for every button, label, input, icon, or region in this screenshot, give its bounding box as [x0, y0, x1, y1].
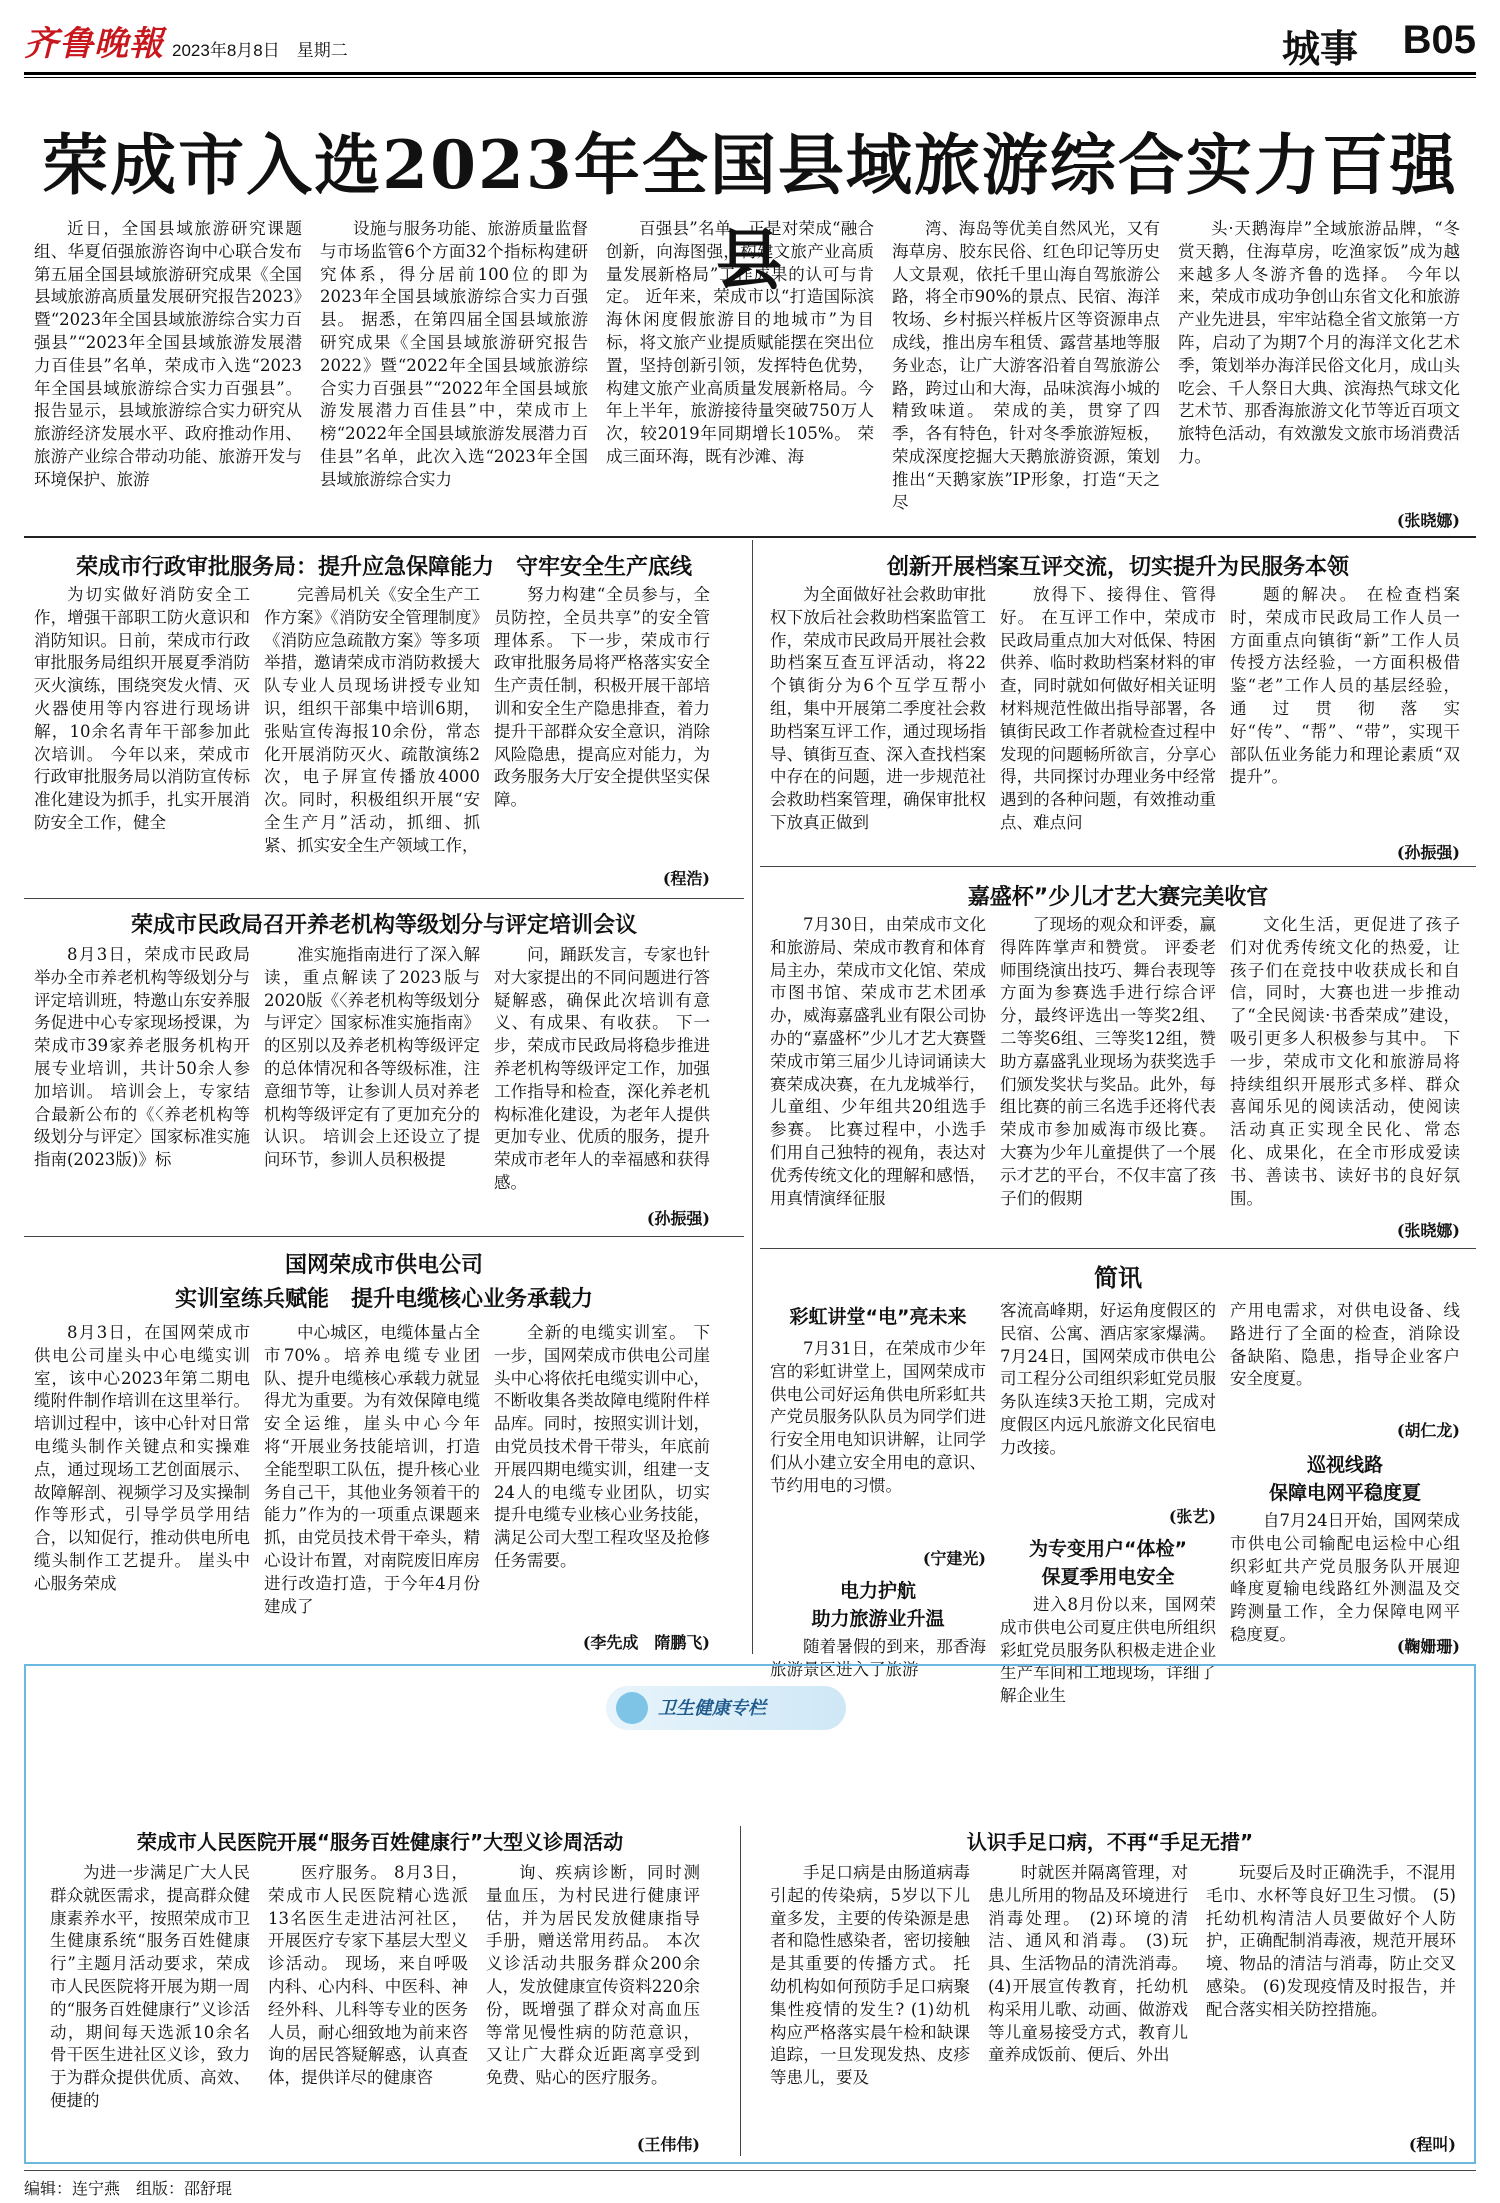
brief-2-byline: (张艺) — [1168, 1507, 1216, 1526]
article-2-column-2: 放得下、接得住、管得好。 在互评工作中，荣成市民政局重点加大对低保、特困供养、临时救助档案材料的审查，同时就如何做好相关证明材料规范性做出指导部署，各镇街民政工作者就检查过程中发现的问题畅所欲言，分享心得，共同探讨办理业务中经常遇到的各种问题，有效推动重点、难点问 — [1000, 585, 1216, 832]
article-1-column-1: 为切实做好消防安全工作，增强干部职工防火意识和消防知识。日前，荣成市行政审批服务局组织开展夏季消防灭火演练，围绕突发火情、灭火器使用等内容进行现场讲解，10余名青年干部参加此次培训。 今年以来，荣成市行政审批服务局以消防宣传标准化建设为抓手，扎实开展消防安全工作，健全 — [34, 585, 250, 832]
health-badge-icon — [616, 1692, 648, 1724]
health-article-1-column-3: 询、疾病诊断，同时测量血压，为村民进行健康评估，并为居民发放健康指导手册，赠送常用药品。 本次义诊活动共服务群众200余人，发放健康宣传资料220余份，既增强了群众对高血压等常见慢性病的防范意识，又让广大群众近距离享受到免费、贴心的医疗服务。 — [486, 1863, 700, 2088]
header-rule-thin — [24, 77, 1476, 78]
lead-column-5: 头·天鹅海岸”全域旅游品牌，“冬赏天鹅，住海草房，吃渔家饭”成为越来越多人冬游齐鲁的选择。 今年以来，荣成市成功争创山东省文化和旅游产业先进县，牢牢站稳全省文旅第一方阵，启动了为期7个月的海洋文化艺术季，策划举办海洋民俗文化月，成山头吃会、千人祭日大典、滨海热气球文化艺术节、那香海旅游文化节等近百项文旅特色活动，有效激发文旅市场消费活力。 — [1178, 219, 1460, 466]
article-5-title-2: 实训室练兵赋能 提升电缆核心业务承载力 — [174, 1287, 593, 1312]
section-name: 城事 — [1281, 26, 1358, 71]
brief-1-byline: (宁建光) — [922, 1549, 986, 1568]
health-article-2-column-1: 手足口病是由肠道病毒引起的传染病，5岁以下儿童多发，主要的传染源是患者和隐性感染者，密切接触是其重要的传播方式。 托幼机构如何预防手足口病聚集性疫情的发生? (1)幼机构应严格落实晨午检和缺课追踪，一旦发现发热、皮疹等患儿，要及 — [770, 1863, 970, 2088]
health-article-1-column-1: 为进一步满足广大人民群众就医需求，提高群众健康素养水平，按照荣成市卫生健康系统“服务百姓健康行”主题月活动要求，荣成市人民医院将开展为期一周的“服务百姓健康行”义诊活动，期间每天选派10余名骨干医生进社区义诊，致力于为群众提供优质、高效、便捷的 — [50, 1863, 250, 2110]
article-1-byline: (程浩) — [662, 869, 710, 888]
article-2-column-1: 为全面做好社会救助审批权下放后社会救助档案监管工作，荣成市民政局开展社会救助档案互查互评活动，将22个镇街分为6个互学互帮小组，集中开展第二季度社会救助档案互评工作，通过现场指导、镇街互查、深入查找档案中存在的问题，进一步规范社会救助档案管理，确保审批权下放真正做到 — [770, 585, 986, 832]
issue-date: 2023年8月8日 星期二 — [172, 41, 348, 60]
article-5-column-3: 全新的电缆实训室。 下一步，国网荣成市供电公司崖头中心将依托电缆实训中心，不断收集各类故障电缆附件样品库。同时，按照实训计划，由党员技术骨干带头，年底前开展四期电缆实训，组建一支24人的电缆专业团队，切实提升电缆专业核心业务技能，满足公司大型工程攻坚及抢修任务需要。 — [494, 1323, 710, 1570]
health-article-1-title: 荣成市人民医院开展“服务百姓健康行”大型义诊周活动 — [136, 1830, 624, 1854]
health-article-2-column-3: 玩耍后及时正确洗手，不混用毛巾、水杯等良好卫生习惯。 (5)托幼机构清洁人员要做好个人防护，正确配制消毒液，规范开展环境、物品的清洁与消毒，防止交叉感染。 (6)发现疫情及时报告，并配合落实相关防控措施。 — [1206, 1863, 1456, 2019]
article-2-byline: (孙振强) — [1396, 843, 1460, 862]
section-divider — [24, 536, 1476, 538]
brief-2-title-2: 助力旅游业升温 — [811, 1608, 945, 1630]
header-rule — [24, 72, 1476, 75]
lead-column-3: 百强县”名单，正是对荣成“融合创新，向海图强，构建文旅产业高质量发展新格局”工作成果的认可与肯定。 近年来，荣成市以“打造国际滨海休闲度假旅游目的地城市”为目标，将文旅产业提质赋能摆在突出位置，坚持创新引领，发挥特色优势，构建文旅产业高质量发展新格局。今年上半年，旅游接待量突破750万人次，较2019年同期增长105%。 荣成三面环海，既有沙滩、海 — [606, 219, 874, 466]
newspaper-logo: 齐鲁晚報 — [24, 24, 164, 64]
brief-2-body-continued: 客流高峰期，好运角度假区的民宿、公寓、酒店家家爆满。7月24日，国网荣成市供电公司工程分公司组织彩虹党员服务队连续3天抢工期，完成对度假区内远凡旅游文化民宿电力改接。 — [1000, 1301, 1216, 1457]
article-1-column-2: 完善局机关《安全生产工作方案》《消防安全管理制度》《消防应急疏散方案》等多项举措，邀请荣成市消防救援大队专业人员现场讲授专业知识，组织干部集中培训6期，张贴宣传海报10余份，常态化开展消防灭火、疏散演练2次，电子屏宣传播放4000次。同时，积极组织开展“安全生产月”活动，抓细、抓紧、抓实安全生产领域工作， — [264, 585, 480, 855]
brief-2-body: 随着暑假的到来，那香海旅游景区进入了旅游 — [770, 1637, 986, 1679]
lead-byline: (张晓娜) — [1396, 511, 1460, 530]
article-4-column-1: 7月30日，由荣成市文化和旅游局、荣成市教育和体育局主办，荣成市文化馆、荣成市图书馆、荣成市艺术团承办，威海嘉盛乳业有限公司协办的“嘉盛杯”少儿才艺大赛暨荣成市第三届少儿诗词诵读大赛荣成决赛，在九龙城举行，儿童组、少年组共20组选手参赛。 比赛过程中，小选手们用自己独特的视角，表达对优秀传统文化的理解和感悟，用真情演绎征服 — [770, 915, 986, 1208]
page-number: B05 — [1402, 18, 1476, 62]
article-3-column-3: 问，踊跃发言，专家也针对大家提出的不同问题进行答疑解惑，确保此次培训有意义、有成果、有收获。 下一步，荣成市民政局将稳步推进养老机构等级评定工作，加强工作指导和检查，深化养老机构标准化建设，为老年人提供更加专业、优质的服务，提升荣成市老年人的幸福感和获得感。 — [494, 945, 710, 1192]
brief-3-body-continued: 产用电需求，对供电设备、线路进行了全面的检查，消除设备缺陷、隐患，指导企业客户安全度夏。 — [1230, 1301, 1460, 1389]
article-5-column-1: 8月3日，在国网荣成市供电公司崖头中心电缆实训室，该中心2023年第二期电缆附件制作培训在这里举行。 培训过程中，该中心针对日常电缆头制作关键点和实操难点，通过现场工艺创面展示、故障解剖、视频学习及实操制作等形式，引导学员学用结合，以知促行，推动供电所电缆头制作工艺提升。 崖头中心服务荣成 — [34, 1323, 250, 1593]
article-4-byline: (张晓娜) — [1396, 1221, 1460, 1240]
health-article-1-byline: (王伟伟) — [636, 2135, 700, 2154]
masthead — [24, 14, 1476, 71]
article-1-column-3: 努力构建“全员参与，全员防控，全员共享”的安全管理体系。 下一步，荣成市行政审批服务局将严格落实安全生产责任制，积极开展干部培训和安全生产隐患排查，着力提升干部群众安全意识，消除风险隐患，提高应对能力，为政务服务大厅安全提供坚实保障。 — [494, 585, 710, 810]
briefs-heading: 简讯 — [1094, 1264, 1142, 1292]
brief-1-title: 彩虹讲堂“电”亮未来 — [789, 1306, 967, 1328]
lead-column-1: 近日，全国县域旅游研究课题组、华夏佰强旅游咨询中心联合发布第五届全国县域旅游研究成果《全国县域旅游高质量发展研究报告2023》暨“2023年全国县域旅游综合实力百强县”“2023年全国县域旅游发展潜力百佳县”名单，荣成市入选“2023年全国县域旅游综合实力百强县”。 报告显示，县域旅游综合实力研究从旅游经济发展水平、政府推动作用、旅游产业综合带动功能、旅游开发与环境保护、旅游 — [34, 219, 302, 489]
health-column-badge: 卫生健康专栏 — [606, 1686, 846, 1730]
brief-3-body: 进入8月份以来，国网荣成市供电公司夏庄供电所组织彩虹党员服务队积极走进企业生产车间和工地现场，详细了解企业生 — [1000, 1595, 1216, 1706]
divider — [760, 866, 1476, 867]
divider — [24, 1236, 744, 1237]
article-5-column-2: 中心城区，电缆体量占全市70%。培养电缆专业团队、提升电缆核心承载力就显得尤为重要。为有效保障电缆安全运维，崖头中心今年将“开展业务技能培训，打造全能型职工队伍，提升核心业务自己干，其他业务领着干的能力”作为的一项重点课题来抓，由党员技术骨干牵头，精心设计布置，对南院废旧库房进行改造打造，于今年4月份建成了 — [264, 1323, 480, 1616]
article-2-title: 创新开展档案互评交流，切实提升为民服务本领 — [886, 555, 1349, 580]
column-divider — [752, 540, 753, 1654]
brief-4-title-1: 巡视线路 — [1306, 1454, 1383, 1476]
article-3-column-2: 准实施指南进行了深入解读，重点解读了2023版与2020版《〈养老机构等级划分与评定〉国家标准实施指南》的区别以及养老机构等级评定的总体情况和各等级标准，注意细节等，让参训人员对养老机构等级评定有了更加充分的认识。 培训会上还设立了提问环节，参训人员积极提 — [264, 945, 480, 1170]
health-article-2-byline: (程叫) — [1408, 2135, 1456, 2154]
editor-credit: 编辑：连宁燕 组版：邵舒琨 — [24, 2181, 233, 2198]
article-5-byline: (李先成 隋鹏飞) — [582, 1633, 710, 1652]
article-5-title-1: 国网荣成市供电公司 — [284, 1253, 483, 1278]
brief-3-title-1: 为专变用户“体检” — [1029, 1538, 1187, 1560]
article-4-title: 嘉盛杯”少儿才艺大赛完美收官 — [967, 885, 1269, 910]
health-article-2-column-2: 时就医并隔离管理，对患儿所用的物品及环境进行消毒处理。 (2)环境的清洁、通风和消毒。 (3)玩具、生活物品的清洗消毒。 (4)开展宣传教育，托幼机构采用儿歌、动画、做游戏等儿童易接受方式，教育儿童养成饭前、便后、外出 — [988, 1863, 1188, 2065]
article-1-title: 荣成市行政审批服务局：提升应急保障能力 守牢安全生产底线 — [75, 555, 692, 580]
brief-4-body: 自7月24日开始，国网荣成市供电公司输配电运检中心组织彩虹共产党员服务队开展迎峰度夏输电线路红外测温及交跨测量工作，全力保障电网平稳度夏。 — [1230, 1511, 1460, 1644]
lead-column-2: 设施与服务功能、旅游质量监督与市场监管6个方面32个指标构建研究体系，得分居前100位的即为2023年全国县域旅游综合实力百强县。 据悉，在第四届全国县域旅游研究成果《全国县域旅游研究报告2022》暨“2022年全国县域旅游综合实力百强县”“2022年全国县域旅游发展潜力百佳县”中，荣成市上榜“2022年全国县域旅游发展潜力百佳县”名单，此次入选“2023年全国县域旅游综合实力 — [320, 219, 588, 489]
brief-3-byline: (胡仁龙) — [1396, 1421, 1460, 1440]
article-3-column-1: 8月3日，荣成市民政局举办全市养老机构等级划分与评定培训班，特邀山东安养服务促进中心专家现场授课，为荣成市39家养老服务机构开展专业培训，共计50余人参加培训。 培训会上，专家结合最新公布的《〈养老机构等级划分与评定〉国家标准实施指南(2023版)》标 — [34, 945, 250, 1170]
brief-2-title-1: 电力护航 — [839, 1580, 916, 1602]
brief-4-byline: (鞠姗珊) — [1396, 1637, 1460, 1656]
brief-4-title-2: 保障电网平稳度夏 — [1268, 1482, 1421, 1504]
column-divider — [740, 1826, 741, 2156]
article-4-column-3: 文化生活，更促进了孩子们对优秀传统文化的热爱，让孩子们在竞技中收获成长和自信，同时，大赛也进一步推动了“全民阅读·书香荣成”建设，吸引更多人积极参与其中。 下一步，荣成市文化和旅游局将持续组织开展形式多样、群众喜闻乐见的阅读活动，使阅读活动真正实现全民化、常态化、成果化，在全市形成爱读书、善读书、读好书的良好氛围。 — [1230, 915, 1460, 1208]
article-2-column-3: 题的解决。 在检查档案时，荣成市民政局工作人员一方面重点向镇街“新”工作人员传授方法经验，一方面积极借鉴“老”工作人员的基层经验，通过贯彻落实好“传”、“帮”、“带”，实现干部队伍业务能力和理论素质“双提升”。 — [1230, 585, 1460, 787]
brief-3-title-2: 保夏季用电安全 — [1041, 1566, 1175, 1588]
lead-column-4: 湾、海岛等优美自然风光，又有海草房、胶东民俗、红色印记等历史人文景观，依托千里山海自驾旅游公路，将全市90%的景点、民宿、海洋牧场、乡村振兴样板片区等资源串点成线，推出房车租赁、露营基地等服务业态，让广大游客沿着自驾旅游公路，跨过山和大海，品味滨海小城的精致味道。 荣成的美，贯穿了四季，各有特色，针对冬季旅游短板，荣成深度挖掘大天鹅旅游资源，策划推出“天鹅家族”IP形象，打造“天之尽 — [892, 219, 1160, 512]
brief-1-body: 7月31日，在荣成市少年宫的彩虹讲堂上，国网荣成市供电公司好运角供电所彩虹共产党员服务队队员为同学们进行安全用电知识讲解，让同学们从小建立安全用电的意识、节约用电的习惯。 — [770, 1339, 986, 1495]
divider — [760, 1248, 1476, 1249]
article-3-title: 荣成市民政局召开养老机构等级划分与评定培训会议 — [130, 913, 637, 938]
health-article-1-column-2: 医疗服务。 8月3日，荣成市人民医院精心选派13名医生走进沽河社区，开展医疗专家下基层大型义诊活动。 现场，来自呼吸内科、心内科、中医科、神经外科、儿科等专业的医务人员，耐心细致地为前来咨询的居民答疑解惑，认真查体，提供详尽的健康咨 — [268, 1863, 468, 2088]
divider — [24, 898, 744, 899]
main-headline: 荣成市入选2023年全国县域旅游综合实力百强县 — [42, 126, 1458, 299]
article-4-column-2: 了现场的观众和评委，赢得阵阵掌声和赞赏。 评委老师围绕演出技巧、舞台表现等方面为参赛选手进行综合评分，最终评选出一等奖2组、二等奖6组、三等奖12组，赞助方嘉盛乳业现场为获奖选手们颁发奖状与奖品。此外，每组比赛的前三名选手还将代表荣成市参加威海市级比赛。 大赛为少年儿童提供了一个展示才艺的平台，不仅丰富了孩子们的假期 — [1000, 915, 1216, 1208]
article-3-byline: (孙振强) — [646, 1209, 710, 1228]
health-article-2-title: 认识手足口病，不再“手足无措” — [966, 1830, 1254, 1854]
footer-rule — [24, 2170, 1476, 2171]
